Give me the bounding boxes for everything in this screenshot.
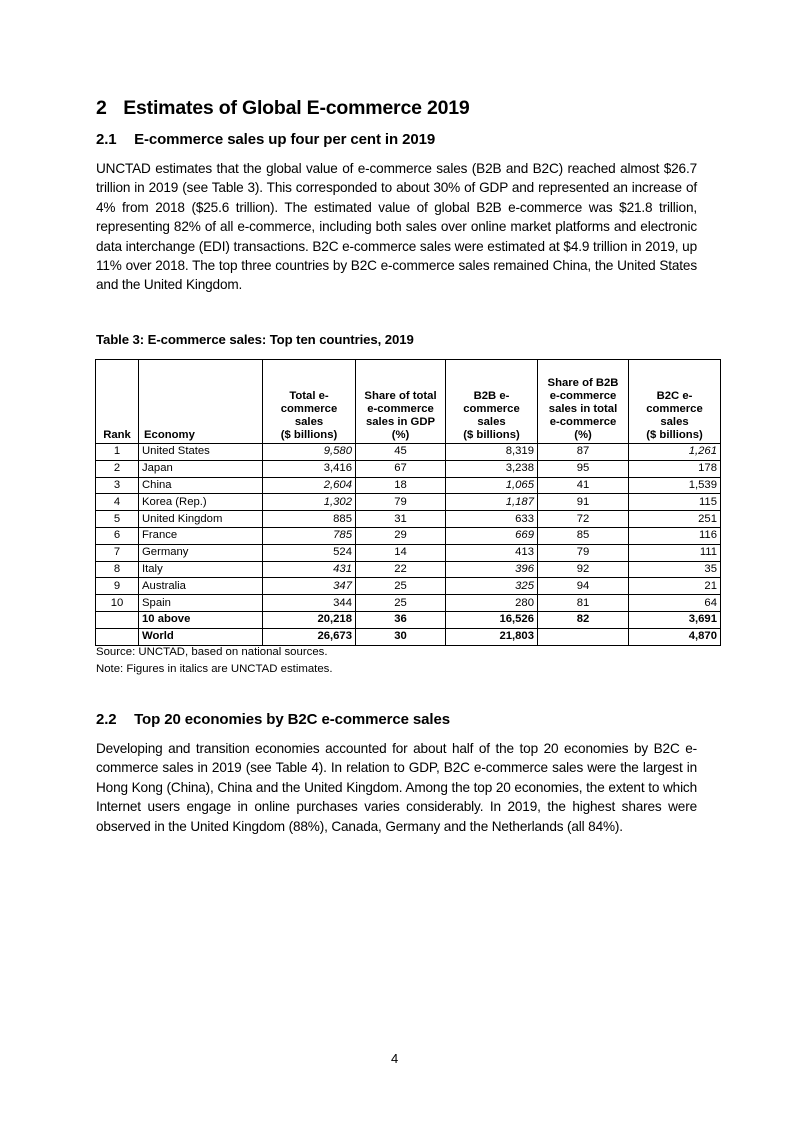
cell-economy: Spain xyxy=(139,595,263,612)
subsection-number: 2.2 xyxy=(96,711,117,728)
cell-b2c-sales: 111 xyxy=(629,544,721,561)
cell-rank: 6 xyxy=(96,527,139,544)
header-b2c-sales: B2C e- commerce sales ($ billions) xyxy=(629,360,721,444)
cell-rank: 2 xyxy=(96,460,139,477)
cell-rank: 8 xyxy=(96,561,139,578)
subsection-number: 2.1 xyxy=(96,131,117,148)
cell-total-sales: 1,302 xyxy=(263,494,356,511)
cell-total-sales: 347 xyxy=(263,578,356,595)
table-row xyxy=(96,595,721,612)
cell-share-gdp: 29 xyxy=(356,527,446,544)
cell-share-b2b: 41 xyxy=(538,477,629,494)
table-row xyxy=(96,527,721,544)
cell-b2b-sales: 3,238 xyxy=(446,460,538,477)
cell-share-b2b: 79 xyxy=(538,544,629,561)
cell-total-sales: 885 xyxy=(263,511,356,528)
cell-economy: China xyxy=(139,477,263,494)
cell-share-b2b: 94 xyxy=(538,578,629,595)
cell-share-gdp: 67 xyxy=(356,460,446,477)
cell-share-b2b xyxy=(538,628,629,645)
cell-b2b-sales: 396 xyxy=(446,561,538,578)
table-row xyxy=(96,477,721,494)
section-title: Estimates of Global E-commerce 2019 xyxy=(123,97,470,119)
cell-b2c-sales: 251 xyxy=(629,511,721,528)
section-heading xyxy=(96,97,470,120)
cell-share-gdp: 22 xyxy=(356,561,446,578)
cell-rank: 5 xyxy=(96,511,139,528)
cell-economy: 10 above xyxy=(139,611,263,628)
cell-share-gdp: 18 xyxy=(356,477,446,494)
cell-rank xyxy=(96,628,139,645)
cell-b2b-sales: 669 xyxy=(446,527,538,544)
cell-b2b-sales: 1,187 xyxy=(446,494,538,511)
cell-b2c-sales: 21 xyxy=(629,578,721,595)
cell-economy: France xyxy=(139,527,263,544)
cell-b2c-sales: 3,691 xyxy=(629,611,721,628)
header-share-b2b: Share of B2B e-commerce sales in total e-commerce (%) xyxy=(538,360,629,444)
cell-share-b2b: 82 xyxy=(538,611,629,628)
cell-b2b-sales: 633 xyxy=(446,511,538,528)
cell-share-gdp: 45 xyxy=(356,444,446,461)
ecommerce-sales-table xyxy=(95,359,721,646)
table-row xyxy=(96,561,721,578)
header-total-sales: Total e- commerce sales ($ billions) xyxy=(263,360,356,444)
cell-rank: 4 xyxy=(96,494,139,511)
cell-share-gdp: 30 xyxy=(356,628,446,645)
cell-rank: 7 xyxy=(96,544,139,561)
cell-b2b-sales: 413 xyxy=(446,544,538,561)
cell-economy: Korea (Rep.) xyxy=(139,494,263,511)
table-row xyxy=(96,511,721,528)
cell-share-b2b: 85 xyxy=(538,527,629,544)
header-economy: Economy xyxy=(139,360,263,444)
cell-share-b2b: 81 xyxy=(538,595,629,612)
table-row xyxy=(96,444,721,461)
subsection-title: E-commerce sales up four per cent in 2019 xyxy=(134,131,436,148)
table-header-row xyxy=(96,360,721,444)
header-b2b-sales: B2B e- commerce sales ($ billions) xyxy=(446,360,538,444)
table-row xyxy=(96,494,721,511)
cell-b2c-sales: 1,539 xyxy=(629,477,721,494)
cell-b2c-sales: 178 xyxy=(629,460,721,477)
table-row xyxy=(96,544,721,561)
cell-economy: United Kingdom xyxy=(139,511,263,528)
cell-b2c-sales: 35 xyxy=(629,561,721,578)
cell-b2c-sales: 1,261 xyxy=(629,444,721,461)
section-number: 2 xyxy=(96,97,107,119)
cell-share-b2b: 95 xyxy=(538,460,629,477)
cell-rank: 1 xyxy=(96,444,139,461)
cell-b2c-sales: 64 xyxy=(629,595,721,612)
cell-share-gdp: 79 xyxy=(356,494,446,511)
cell-economy: World xyxy=(139,628,263,645)
table-note: Note: Figures in italics are UNCTAD estimates. xyxy=(96,663,333,675)
subsection-heading-2-2 xyxy=(96,711,450,728)
cell-total-sales: 431 xyxy=(263,561,356,578)
header-rank: Rank xyxy=(96,360,139,444)
table-total-row xyxy=(96,628,721,645)
table-row xyxy=(96,578,721,595)
header-share-gdp: Share of total e-commerce sales in GDP (%) xyxy=(356,360,446,444)
cell-total-sales: 785 xyxy=(263,527,356,544)
paragraph-2-1: UNCTAD estimates that the global value of e-commerce sales (B2B and B2C) reached almost $26.7 trillion in 2019 (see Table 3). This corresponded to about 30% of GDP and represented an increase of 4% from 2018 ($25.6 trillion). The estimated value of global B2B e-commerce was $21.8 trillion, representing 82% of all e-commerce, including both sales over online market platforms and electronic data interchange (EDI) transactions. B2C e-commerce sales were estimated at $4.9 trillion in 2019, up 11% over 2018. The top three countries by B2C e-commerce sales remained China, the United States and the United Kingdom. xyxy=(96,161,697,293)
cell-economy: Italy xyxy=(139,561,263,578)
subsection-title: Top 20 economies by B2C e-commerce sales xyxy=(134,711,450,728)
cell-economy: Germany xyxy=(139,544,263,561)
table-row xyxy=(96,460,721,477)
table-body xyxy=(96,444,721,646)
cell-total-sales: 9,580 xyxy=(263,444,356,461)
page-number: 4 xyxy=(391,1051,399,1066)
cell-economy: United States xyxy=(139,444,263,461)
table-source: Source: UNCTAD, based on national sources. xyxy=(96,646,328,658)
cell-share-b2b: 72 xyxy=(538,511,629,528)
cell-total-sales: 26,673 xyxy=(263,628,356,645)
cell-b2b-sales: 280 xyxy=(446,595,538,612)
cell-b2c-sales: 115 xyxy=(629,494,721,511)
subsection-heading-2-1 xyxy=(96,131,435,148)
cell-share-gdp: 14 xyxy=(356,544,446,561)
cell-total-sales: 2,604 xyxy=(263,477,356,494)
cell-b2b-sales: 21,803 xyxy=(446,628,538,645)
cell-economy: Australia xyxy=(139,578,263,595)
cell-b2b-sales: 1,065 xyxy=(446,477,538,494)
cell-total-sales: 3,416 xyxy=(263,460,356,477)
cell-b2b-sales: 16,526 xyxy=(446,611,538,628)
cell-rank: 10 xyxy=(96,595,139,612)
cell-rank xyxy=(96,611,139,628)
paragraph-2-2: Developing and transition economies accounted for about half of the top 20 economies by B2C e-commerce sales in 2019 (see Table 4). In relation to GDP, B2C e-commerce sales were the largest in Hong Kong (China), China and the United Kingdom. Among the top 20 economies, the extent to which Internet users engage in online purchases varies considerably. In 2019, the highest shares were observed in the United Kingdom (88%), Canada, Germany and the Netherlands (all 84%). xyxy=(96,741,697,834)
cell-total-sales: 524 xyxy=(263,544,356,561)
cell-b2b-sales: 325 xyxy=(446,578,538,595)
cell-share-gdp: 25 xyxy=(356,578,446,595)
cell-b2c-sales: 116 xyxy=(629,527,721,544)
table-caption: Table 3: E-commerce sales: Top ten countries, 2019 xyxy=(96,332,414,347)
cell-b2c-sales: 4,870 xyxy=(629,628,721,645)
table-total-row xyxy=(96,611,721,628)
cell-total-sales: 344 xyxy=(263,595,356,612)
cell-share-gdp: 25 xyxy=(356,595,446,612)
cell-total-sales: 20,218 xyxy=(263,611,356,628)
cell-rank: 3 xyxy=(96,477,139,494)
cell-share-b2b: 92 xyxy=(538,561,629,578)
cell-share-b2b: 91 xyxy=(538,494,629,511)
cell-share-gdp: 31 xyxy=(356,511,446,528)
cell-economy: Japan xyxy=(139,460,263,477)
cell-b2b-sales: 8,319 xyxy=(446,444,538,461)
cell-share-gdp: 36 xyxy=(356,611,446,628)
cell-rank: 9 xyxy=(96,578,139,595)
cell-share-b2b: 87 xyxy=(538,444,629,461)
